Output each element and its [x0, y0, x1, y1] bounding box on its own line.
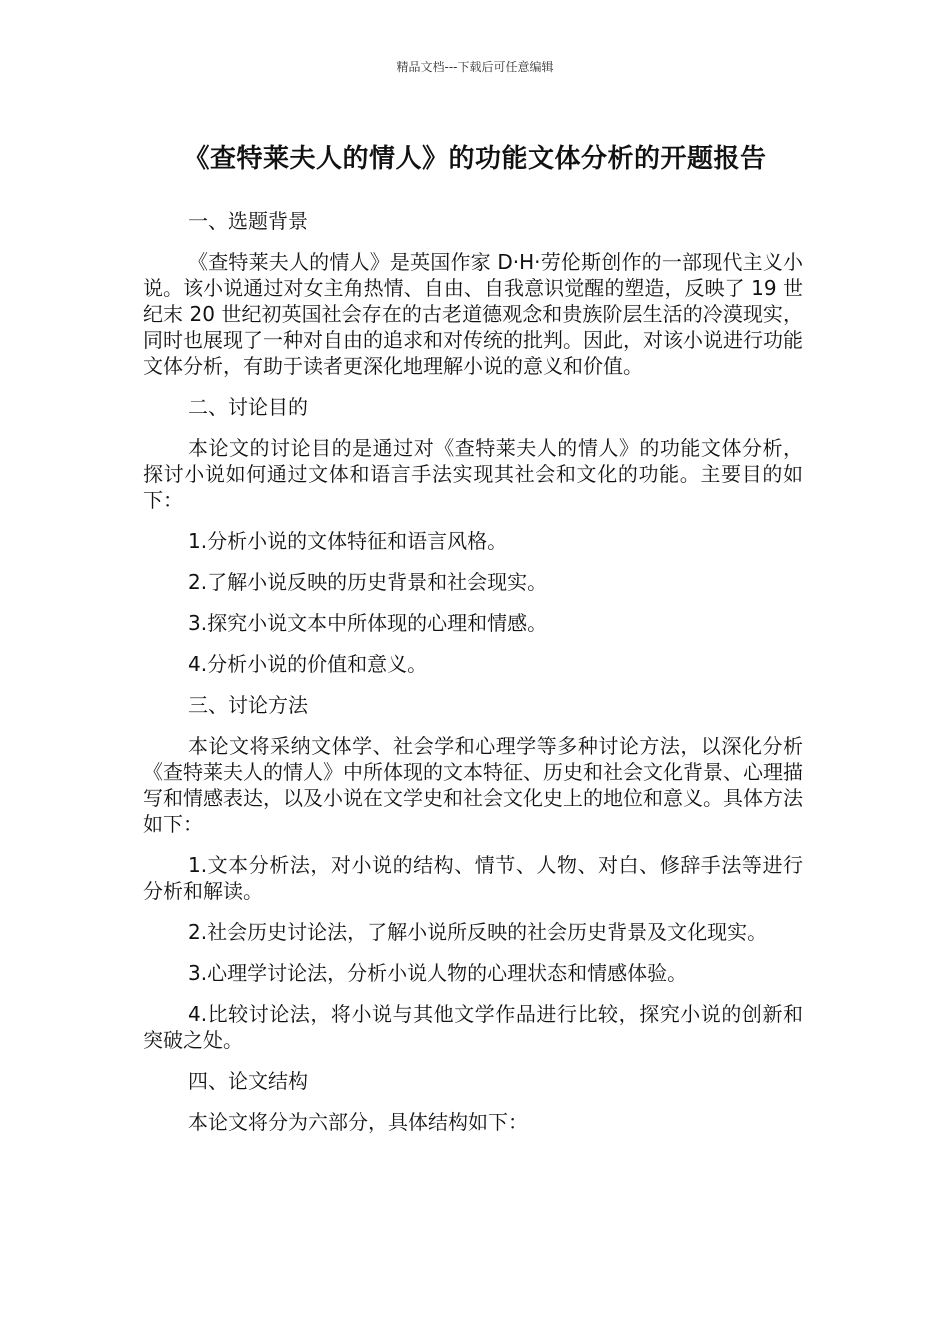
document-title: 《查特莱夫人的情人》的功能文体分析的开题报告: [183, 144, 767, 174]
paragraph-purpose: 本论文的讨论目的是通过对《查特莱夫人的情人》的功能文体分析，探讨小说如何通过文体和语言手法实现其社会和文化的功能。主要目的如下：: [143, 436, 803, 512]
list-item-method-3: 3.心理学讨论法，分析小说人物的心理状态和情感体验。: [188, 961, 688, 985]
list-item-method-1: 1.文本分析法，对小说的结构、情节、人物、对白、修辞手法等进行分析和解读。: [143, 853, 803, 903]
paragraph-background: 《查特莱夫人的情人》是英国作家 D·H·劳伦斯创作的一部现代主义小说。该小说通过对女主角热情、自由、自我意识觉醒的塑造，反映了 19 世纪末 20 世纪初英国社会存在的古老道德观念和贵族阶层生活的冷漠现实，同时也展现了一种对自由的追求和对传统的批判。因此，对该小说进行功能文体分析，有助于读者更深化地理解小说的意义和价值。: [143, 250, 803, 378]
list-item-purpose-4: 4.分析小说的价值和意义。: [188, 652, 428, 676]
list-item-purpose-1: 1.分析小说的文体特征和语言风格。: [188, 529, 508, 553]
document-body: [143, 208, 803, 1150]
section-heading-method: 三、讨论方法: [188, 693, 308, 717]
section-heading-structure: 四、论文结构: [188, 1069, 308, 1093]
list-item-purpose-2: 2.了解小说反映的历史背景和社会现实。: [188, 570, 548, 594]
header-note: 精品文档---下载后可任意编辑: [396, 60, 554, 74]
section-heading-background: 一、选题背景: [188, 209, 308, 233]
section-heading-purpose: 二、讨论目的: [188, 395, 308, 419]
paragraph-structure: 本论文将分为六部分，具体结构如下：: [188, 1110, 528, 1134]
list-item-method-2: 2.社会历史讨论法，了解小说所反映的社会历史背景及文化现实。: [188, 920, 768, 944]
list-item-purpose-3: 3.探究小说文本中所体现的心理和情感。: [188, 611, 548, 635]
paragraph-method: 本论文将采纳文体学、社会学和心理学等多种讨论方法，以深化分析《查特莱夫人的情人》中所体现的文本特征、历史和社会文化背景、心理描写和情感表达，以及小说在文学史和社会文化史上的地位和意义。具体方法如下：: [143, 734, 803, 836]
list-item-method-4: 4.比较讨论法，将小说与其他文学作品进行比较，探究小说的创新和突破之处。: [143, 1002, 803, 1052]
